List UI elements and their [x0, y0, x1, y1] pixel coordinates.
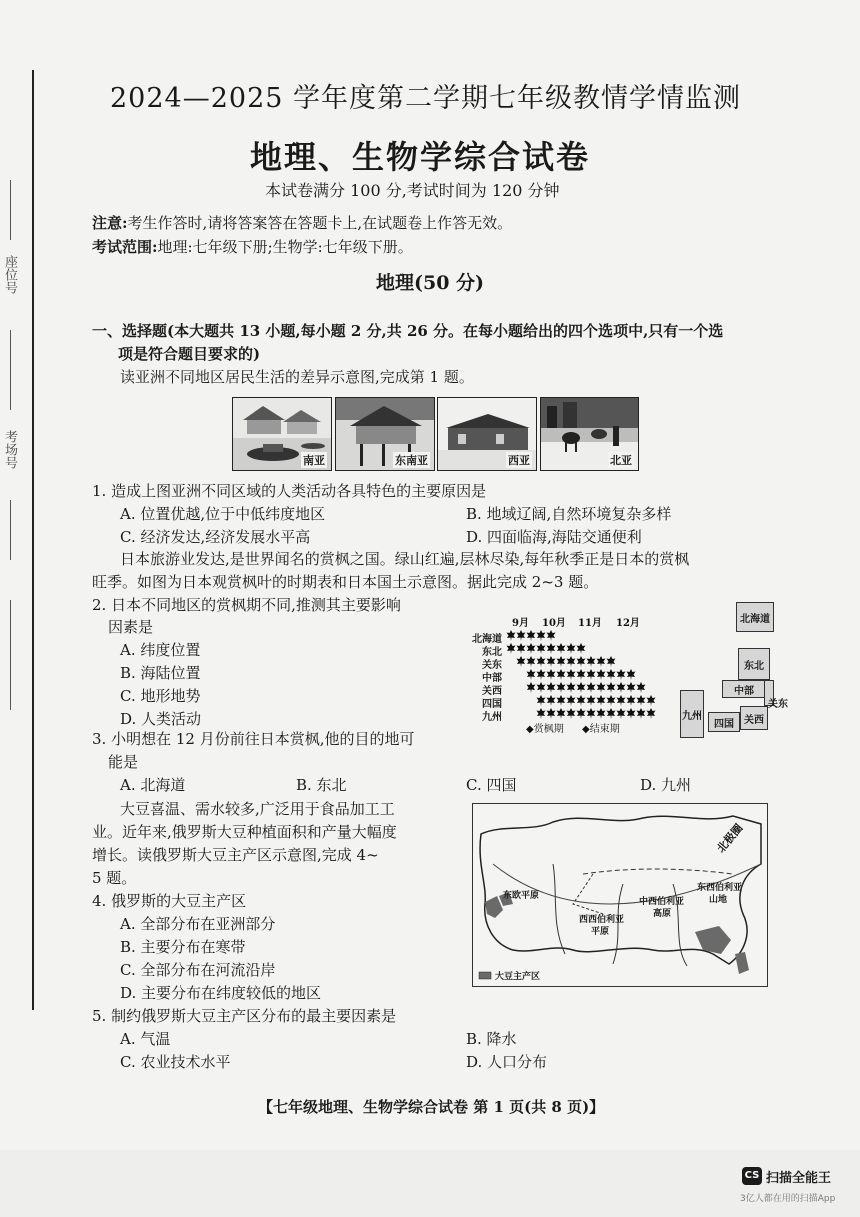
- q2-stem-line1: 2. 日本不同地区的赏枫期不同,推测其主要影响: [92, 596, 401, 614]
- q3-option-b: B. 东北: [296, 776, 347, 794]
- label-east-european-plain: 东欧平原: [503, 891, 540, 901]
- note-text: 考生作答时,请将答案答在答题卡上,在试题卷上作答无效。: [127, 214, 513, 232]
- photo-north-asia: [540, 397, 639, 471]
- maple-leaf-grid: [506, 630, 656, 722]
- map-legend-soybean: 大豆主产区: [495, 972, 541, 982]
- region-label: 关东: [482, 660, 502, 671]
- q1-option-c: C. 经济发达,经济发展水平高: [120, 528, 311, 546]
- q2-option-c: C. 地形地势: [120, 687, 201, 705]
- exam-room-label: 考场号: [2, 430, 17, 469]
- q1-option-b: B. 地域辽阔,自然环境复杂多样: [466, 505, 672, 523]
- label-central-siberia: 中西伯利亚: [639, 897, 685, 907]
- region-box-kansai: 关西: [740, 706, 768, 730]
- photo-label: 北亚: [610, 454, 632, 467]
- q2-stem-line2: 因素是: [108, 618, 154, 636]
- q3-option-d: D. 九州: [640, 776, 692, 794]
- q1-option-a: A. 位置优越,位于中低纬度地区: [120, 505, 326, 523]
- q5-option-d: D. 人口分布: [466, 1053, 548, 1071]
- q1-option-d: D. 四面临海,海陆交通便利: [466, 528, 642, 546]
- q2-option-b: B. 海陆位置: [120, 664, 201, 682]
- soybean-zone: [485, 896, 503, 918]
- scanner-tagline: 3亿人都在用的扫描App: [740, 1194, 836, 1204]
- month-label: 11月: [578, 618, 602, 629]
- legend-end: ◆结束期: [582, 724, 620, 735]
- russia-soybean-map: [472, 803, 768, 987]
- binding-dash: [10, 600, 11, 710]
- region-box-hokkaido: 北海道: [736, 602, 774, 632]
- photo-label: 东南亚: [395, 454, 428, 467]
- region-box-tohoku: 东北: [738, 648, 770, 680]
- q4-intro-line2: 业。近年来,俄罗斯大豆种植面积和产量大幅度: [92, 823, 397, 841]
- q1-stem: 1. 造成上图亚洲不同区域的人类活动各具特色的主要原因是: [92, 482, 487, 500]
- camscanner-logo-icon: CS: [742, 1167, 762, 1185]
- binding-dash: [10, 180, 11, 240]
- q4-option-c: C. 全部分布在河流沿岸: [120, 961, 276, 979]
- month-label: 10月: [542, 618, 566, 629]
- photo-southeast-asia: [335, 397, 435, 471]
- region-label: 四国: [482, 699, 502, 710]
- photo-south-asia: [232, 397, 332, 471]
- scope-label: 考试范围:: [92, 238, 158, 256]
- maple-viewing-table: [464, 618, 664, 738]
- note-line: [92, 212, 512, 233]
- photo-label: 南亚: [303, 454, 325, 467]
- month-label: 9月: [512, 618, 529, 629]
- binding-line: [32, 70, 34, 1010]
- maple-leaf-icon: [506, 630, 656, 722]
- q2-option-a: A. 纬度位置: [120, 641, 201, 659]
- note-label: 注意:: [92, 214, 128, 232]
- q3-option-c: C. 四国: [466, 776, 517, 794]
- exam-subtitle: 本试卷满分 100 分,考试时间为 120 分钟: [265, 181, 560, 200]
- q2-option-d: D. 人类活动: [120, 710, 202, 728]
- q4-option-d: D. 主要分布在纬度较低的地区: [120, 984, 322, 1002]
- q4-intro-line1: 大豆喜温、需水较多,广泛用于食品加工工: [120, 800, 395, 818]
- exam-title-line2: 地理、生物学综合试卷: [250, 138, 591, 176]
- label-west-siberia: 西西伯利亚: [579, 915, 625, 925]
- q5-option-a: A. 气温: [120, 1030, 171, 1048]
- section-title: 地理(50 分): [376, 272, 485, 294]
- q4-intro-line4: 5 题。: [92, 869, 137, 887]
- q5-option-b: B. 降水: [466, 1030, 517, 1048]
- region-label: 关西: [482, 686, 502, 697]
- seat-number-label: 座位号: [2, 255, 17, 294]
- region-label: 东北: [482, 647, 502, 658]
- q4-option-a: A. 全部分布在亚洲部分: [120, 915, 276, 933]
- q4-stem: 4. 俄罗斯的大豆主产区: [92, 892, 247, 910]
- scope-line: [92, 236, 413, 257]
- region-label-kanto: 关东: [768, 699, 788, 710]
- page-footer: 【七年级地理、生物学综合试卷 第 1 页(共 8 页)】: [258, 1098, 605, 1116]
- q5-option-c: C. 农业技术水平: [120, 1053, 231, 1071]
- region-box-chubu: 中部: [722, 680, 766, 698]
- region-label: 中部: [482, 673, 502, 684]
- q3-stem-line2: 能是: [108, 753, 139, 771]
- q5-stem: 5. 制约俄罗斯大豆主产区分布的最主要因素是: [92, 1007, 397, 1025]
- region-box-shikoku: 四国: [708, 712, 740, 732]
- label-mountains: 山地: [709, 895, 728, 905]
- q3-stem-line1: 3. 小明想在 12 月份前往日本赏枫,他的目的地可: [92, 730, 415, 748]
- q2-intro-line2: 旺季。如图为日本观赏枫叶的时期表和日本国土示意图。据此完成 2~3 题。: [92, 573, 599, 591]
- label-plain: 平原: [591, 927, 610, 937]
- binding-dash: [10, 330, 11, 410]
- region-label: 九州: [482, 712, 502, 723]
- photo-label: 西亚: [508, 454, 530, 467]
- photo-west-asia: [437, 397, 537, 471]
- q3-option-a: A. 北海道: [120, 776, 186, 794]
- part1-heading-cont: 项是符合题目要求的): [118, 345, 261, 363]
- label-arctic-circle: 北极圈: [714, 821, 746, 856]
- scanner-brand-name: 扫描全能王: [766, 1171, 832, 1186]
- binding-dash: [10, 500, 11, 560]
- label-plateau: 高原: [653, 909, 672, 919]
- q4-option-b: B. 主要分布在寒带: [120, 938, 246, 956]
- soybean-zone: [735, 952, 749, 974]
- q2-intro-line1: 日本旅游业发达,是世界闻名的赏枫之国。绿山红遍,层林尽染,每年秋季正是日本的赏枫: [120, 550, 690, 568]
- exam-title-line1: 2024—2025 学年度第二学期七年级教情学情监测: [110, 83, 742, 114]
- region-label: 北海道: [472, 634, 502, 645]
- q1-intro: 读亚洲不同地区居民生活的差异示意图,完成第 1 题。: [120, 368, 474, 386]
- scope-text: 地理:七年级下册;生物学:七年级下册。: [157, 238, 413, 256]
- month-label: 12月: [616, 618, 640, 629]
- region-box-kyushu: 九州: [680, 690, 704, 738]
- part1-heading: 一、选择题(本大题共 13 小题,每小题 2 分,共 26 分。在每小题给出的四个选项中,只有一个选: [92, 322, 724, 340]
- q4-intro-line3: 增长。读俄罗斯大豆主产区示意图,完成 4~: [92, 846, 379, 864]
- legend-period: ◆赏枫期: [526, 724, 564, 735]
- label-east-siberia: 东西伯利亚: [697, 883, 743, 893]
